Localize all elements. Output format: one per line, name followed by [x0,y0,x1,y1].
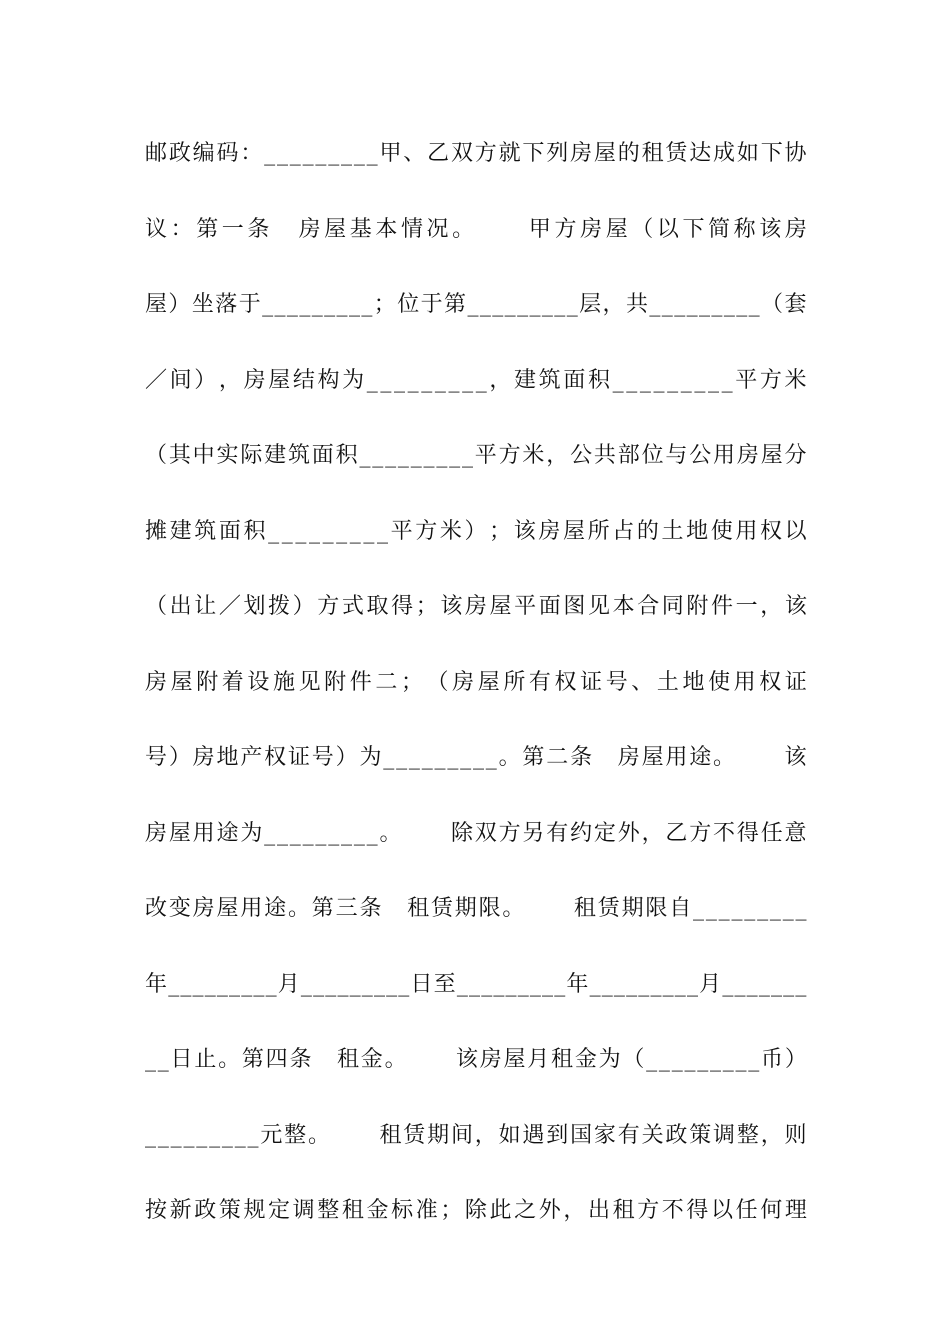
text-line-15: 按 新 政 策 规 定 调 整 租 金 标 准 ； 除 此 之 外 ， 出 租 方 不 得 以 任 何 理 [145,1198,807,1223]
text-line-6: 摊 建 筑 面 积 _ _ _ _ _ _ _ _ _ 平 方 米 ） ； 该 房 屋 所 占 的 土 地 使 用 权 以 [145,518,807,544]
text-line-3: 屋 ） 坐 落 于 _ _ _ _ _ _ _ _ _ ； 位 于 第 _ _ _ _ _ _ _ _ _ 层 ， 共 _ _ _ _ _ _ _ _ _ （ 套 [145,292,807,317]
text-line-9: 号 ） 房 地 产 权 证 号 ） 为 _ _ _ _ _ _ _ _ _ 。 第 二 条 房 屋 用 途 。 该 [145,745,807,770]
text-line-14: _ _ _ _ _ _ _ _ _ 元 整 。 租 赁 期 间 ， 如 遇 到 国 家 有 关 政 策 调 整 ， 则 [145,1122,807,1148]
text-line-1: 邮 政 编 码 ： _ _ _ _ _ _ _ _ _ 甲 、 乙 双 方 就 下 列 房 屋 的 租 赁 达 成 如 下 协 [145,141,807,166]
text-line-12: 年 _ _ _ _ _ _ _ _ _ 月 _ _ _ _ _ _ _ _ _ 日 至 _ _ _ _ _ _ _ _ _ 年 _ _ _ _ _ _ _ _ _ 月 _ _ _ _ _ _ _ [145,971,807,997]
text-line-13: _ _ 日 止 。 第 四 条 租 金 。 该 房 屋 月 租 金 为 （ _ _ _ _ _ _ _ _ _ 币 ） [145,1047,807,1072]
text-line-5: （ 其 中 实 际 建 筑 面 积 _ _ _ _ _ _ _ _ _ 平 方 米 ， 公 共 部 位 与 公 用 房 屋 分 [145,443,807,468]
text-line-7: （ 出 让 ／ 划 拨 ） 方 式 取 得 ； 该 房 屋 平 面 图 见 本 合 同 附 件 一 ， 该 [145,594,807,619]
text-line-11: 改 变 房 屋 用 途 。 第 三 条 租 赁 期 限 。 租 赁 期 限 自 _ _ _ _ _ _ _ _ _ [145,896,807,921]
text-line-8: 房 屋 附 着 设 施 见 附 件 二 ； （ 房 屋 所 有 权 证 号 、 土 地 使 用 权 证 [145,669,807,695]
contract-body-text [145,132,807,1265]
text-line-2: 议 ： 第 一 条 房 屋 基 本 情 况 。 甲 方 房 屋 （ 以 下 简 称 该 房 [145,216,807,242]
text-line-10: 房 屋 用 途 为 _ _ _ _ _ _ _ _ _ 。 除 双 方 另 有 约 定 外 ， 乙 方 不 得 任 意 [145,820,807,846]
text-line-4: ／ 间 ） ， 房 屋 结 构 为 _ _ _ _ _ _ _ _ _ ， 建 筑 面 积 _ _ _ _ _ _ _ _ _ 平 方 米 [145,367,807,393]
